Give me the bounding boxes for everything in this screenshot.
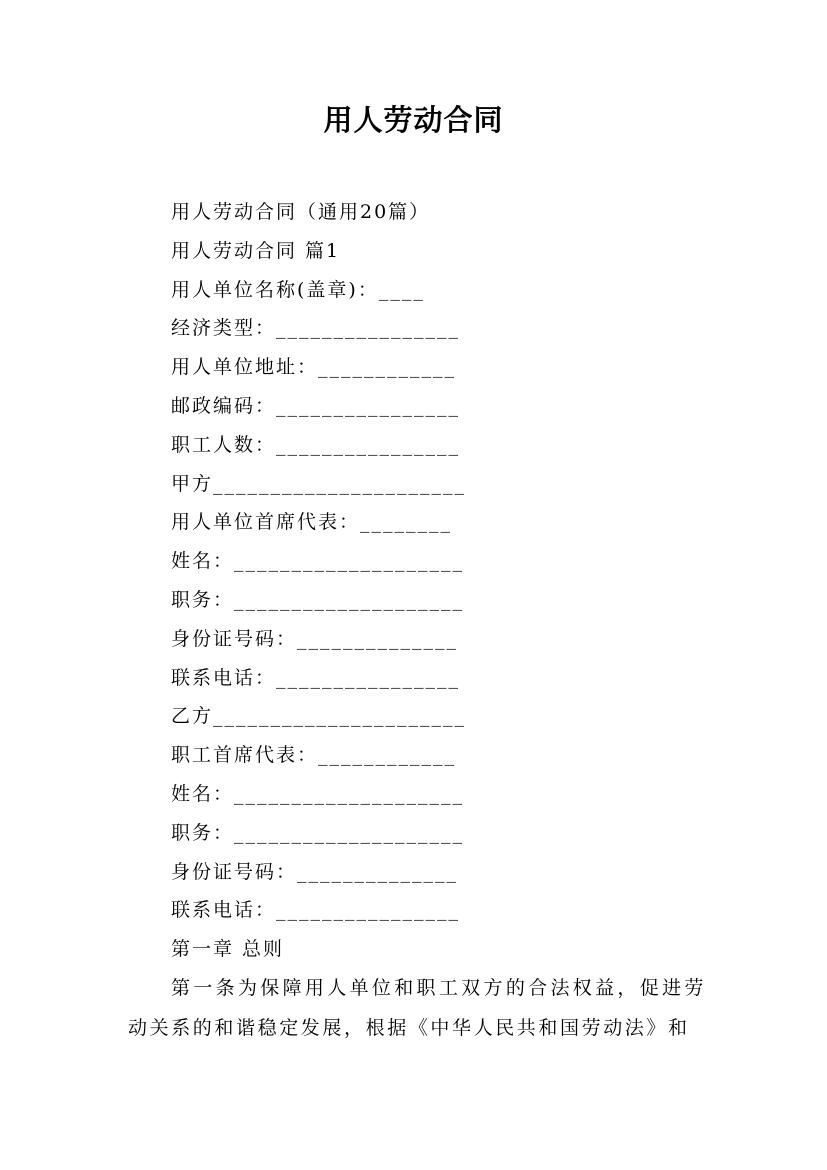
chapter-heading: 第一章 总则 <box>171 938 285 961</box>
form-field-name-b: 姓名：____________________ <box>171 782 465 805</box>
document-title: 用人劳动合同 <box>323 103 504 137</box>
form-field-party-a: 甲方______________________ <box>171 472 467 495</box>
doc-heading-line: 用人劳动合同（通用20篇） <box>171 201 431 223</box>
form-field-postal-code: 邮政编码：________________ <box>171 394 461 417</box>
form-field-id-number-b: 身份证号码：______________ <box>171 860 459 883</box>
form-field-position-b: 职务：____________________ <box>171 821 465 844</box>
form-field-name-a: 姓名：____________________ <box>171 550 465 573</box>
form-field-employer-name: 用人单位名称(盖章)：____ <box>171 278 425 301</box>
form-field-employer-representative: 用人单位首席代表：________ <box>171 511 453 534</box>
form-field-economic-type: 经济类型：________________ <box>171 317 461 340</box>
form-field-position-a: 职务：____________________ <box>171 588 465 611</box>
body-paragraph: 第一条为保障用人单位和职工双方的合法权益，促进劳动关系的和谐稳定发展，根据《中华人民共和国劳动法》和 <box>128 977 706 1039</box>
form-field-id-number-a: 身份证号码：______________ <box>171 627 459 650</box>
form-field-employer-address: 用人单位地址：____________ <box>171 356 457 379</box>
form-field-party-b: 乙方______________________ <box>171 705 467 728</box>
form-field-employee-count: 职工人数：________________ <box>171 433 461 456</box>
document-lines <box>171 193 711 969</box>
doc-section-line: 用人劳动合同 篇1 <box>171 239 341 262</box>
form-field-phone-a: 联系电话：________________ <box>171 666 461 689</box>
form-field-phone-b: 联系电话：________________ <box>171 899 461 922</box>
form-field-employee-representative: 职工首席代表：____________ <box>171 744 457 767</box>
